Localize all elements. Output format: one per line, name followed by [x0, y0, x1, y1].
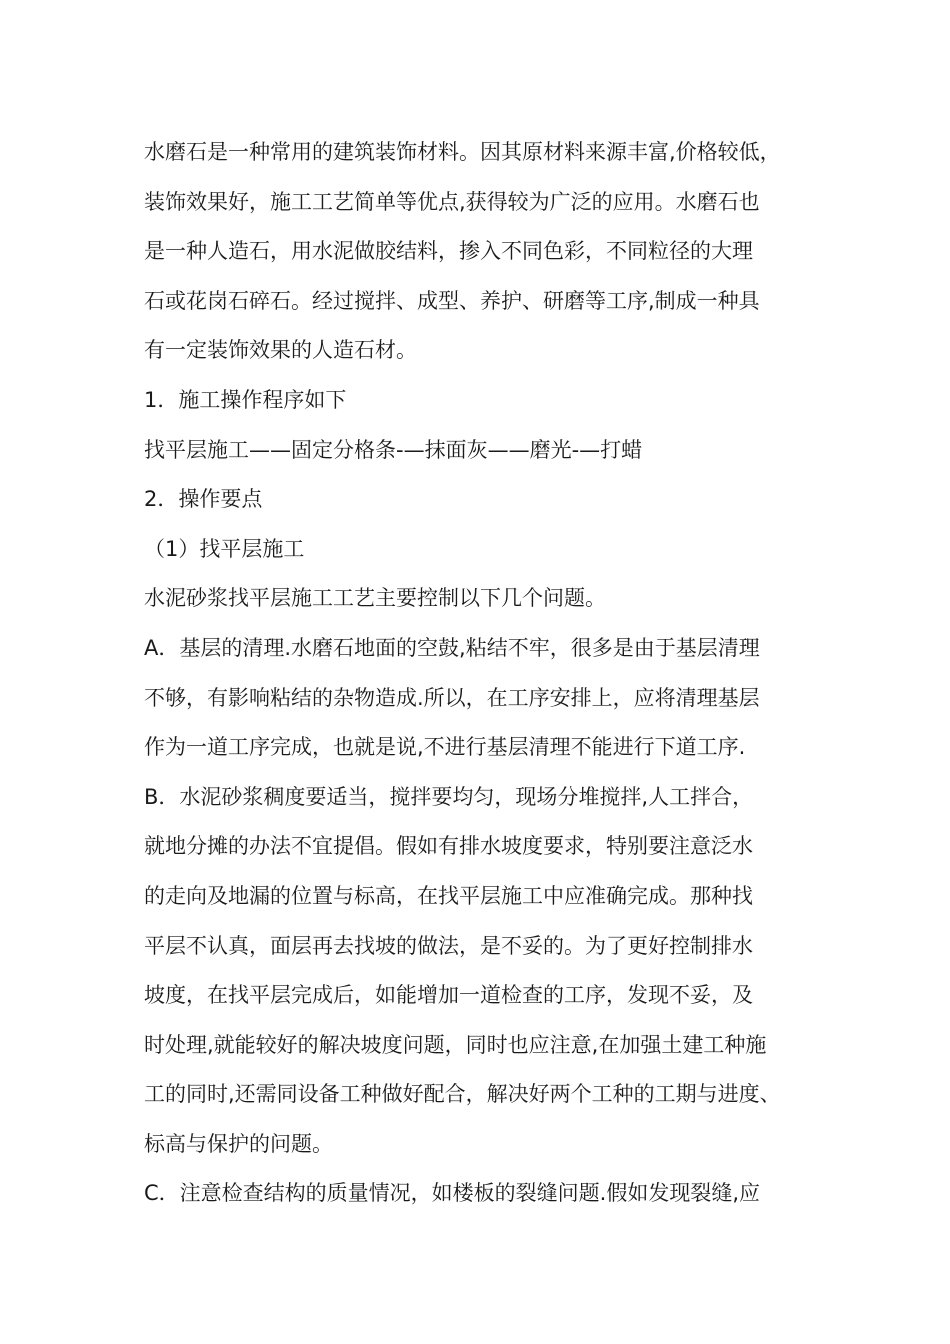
process-flow-line: 找平层施工——固定分格条-—抹面灰——磨光-—打蜡 — [144, 437, 643, 462]
text-line-14: B．水泥砂浆稠度要适当，搅拌要均匀，现场分堆搅拌,人工拌合， — [144, 784, 754, 809]
text-line-4: 石或花岗石碎石。经过搅拌、成型、养护、研磨等工序,制成一种具 — [144, 288, 760, 313]
text-line-21: 标高与保护的问题。 — [144, 1131, 333, 1156]
text-line-19: 时处理,就能较好的解决坡度问题，同时也应注意,在加强土建工种施 — [144, 1032, 767, 1057]
subsection-heading-1: （1）找平层施工 — [144, 536, 305, 561]
text-line-10: 水泥砂浆找平层施工工艺主要控制以下几个问题。 — [144, 586, 606, 611]
text-line-18: 坡度，在找平层完成后，如能增加一道检查的工序，发现不妥，及 — [144, 983, 753, 1008]
text-line-15: 就地分摊的办法不宜提倡。假如有排水坡度要求，特别要注意泛水 — [144, 834, 753, 859]
text-line-12: 不够，有影响粘结的杂物造成.所以，在工序安排上，应将清理基层 — [144, 685, 760, 710]
text-line-2: 装饰效果好，施工工艺简单等优点,获得较为广泛的应用。水磨石也 — [144, 189, 760, 214]
section-heading-2: 2．操作要点 — [144, 487, 263, 512]
text-line-17: 平层不认真，面层再去找坡的做法，是不妥的。为了更好控制排水 — [144, 933, 753, 958]
text-line-20: 工的同时,还需同设备工种做好配合，解决好两个工种的工期与进度、 — [144, 1082, 781, 1107]
document-body — [144, 128, 834, 1219]
text-line-3: 是一种人造石，用水泥做胶结料，掺入不同色彩，不同粒径的大理 — [144, 239, 753, 264]
text-line-16: 的走向及地漏的位置与标高，在找平层施工中应准确完成。那种找 — [144, 883, 753, 908]
text-line-22: C．注意检查结构的质量情况，如楼板的裂缝问题.假如发现裂缝,应 — [144, 1181, 761, 1206]
text-line-1: 水磨石是一种常用的建筑装饰材料。因其原材料来源丰富,价格较低， — [144, 140, 781, 164]
section-heading-1: 1．施工操作程序如下 — [144, 387, 347, 412]
text-line-11: A．基层的清理.水磨石地面的空鼓,粘结不牢，很多是由于基层清理 — [144, 635, 760, 660]
text-line-13: 作为一道工序完成，也就是说,不进行基层清理不能进行下道工序. — [144, 735, 746, 760]
text-line-5: 有一定装饰效果的人造石材。 — [144, 338, 417, 363]
